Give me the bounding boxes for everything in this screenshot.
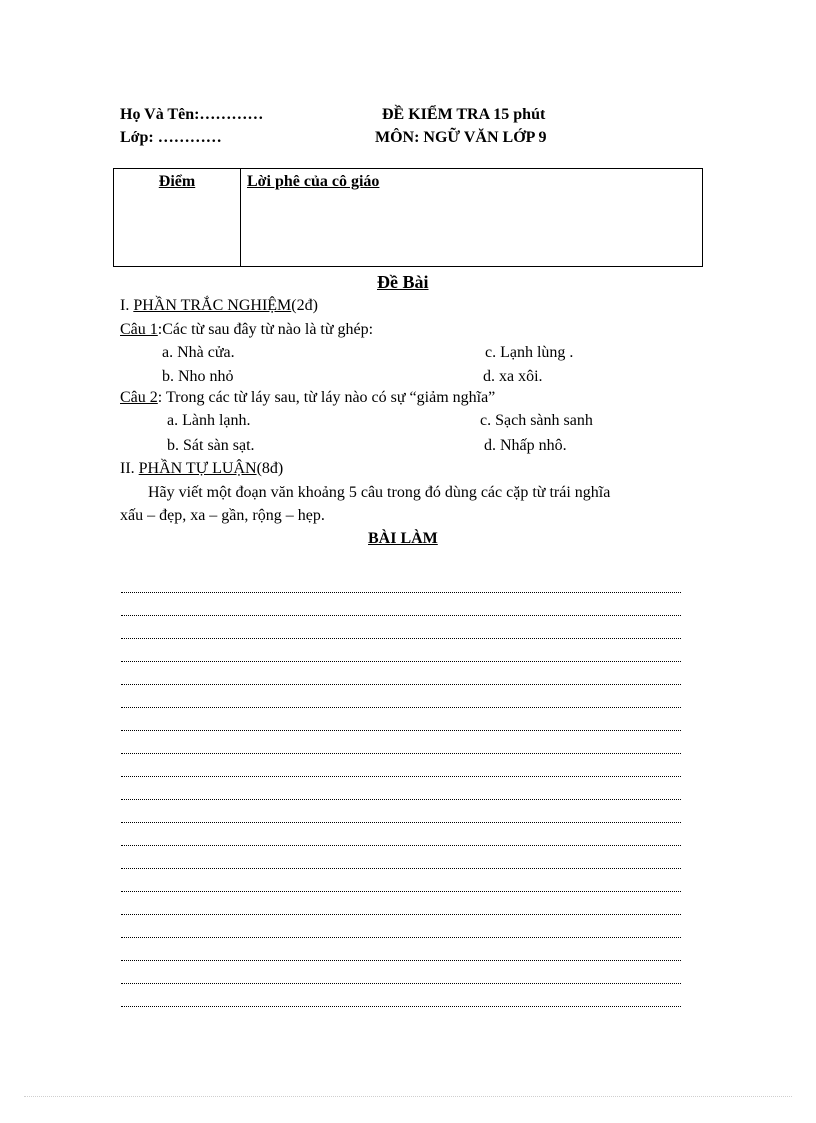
q1-option-b: b. Nho nhỏ — [162, 368, 234, 385]
exam-title: ĐỀ KIỂM TRA 15 phút — [382, 106, 546, 123]
answer-line — [121, 983, 681, 984]
answer-line — [121, 661, 681, 662]
question-2-text: : Trong các từ láy sau, từ láy nào có sự “giảm nghĩa” — [157, 389, 496, 406]
grade-table-divider — [240, 169, 241, 266]
answer-line — [121, 891, 681, 892]
q2-option-d: d. Nhấp nhô. — [484, 437, 567, 454]
part1-heading — [120, 297, 318, 315]
answer-line — [121, 799, 681, 800]
q1-option-c: c. Lạnh lùng . — [485, 344, 574, 361]
answer-line — [121, 960, 681, 961]
answer-line — [121, 845, 681, 846]
part2-heading — [120, 460, 283, 478]
question-1-label: Câu 1 — [120, 321, 158, 338]
part2-points: (8đ) — [256, 460, 284, 477]
answer-line — [121, 638, 681, 639]
name-field-label: Họ Và Tên:………… — [120, 106, 264, 123]
answer-line — [121, 615, 681, 616]
answer-line — [121, 914, 681, 915]
part1-title: PHẦN TRẮC NGHIỆM — [133, 297, 292, 314]
q2-option-a: a. Lành lạnh. — [167, 412, 251, 429]
answer-line — [121, 822, 681, 823]
essay-prompt-line-2: xấu – đẹp, xa – gần, rộng – hẹp. — [120, 507, 325, 524]
answer-line — [121, 937, 681, 938]
q2-option-c: c. Sạch sành sanh — [480, 412, 593, 429]
teacher-comment-header: Lời phê của cô giáo — [247, 173, 380, 190]
q1-option-a: a. Nhà cửa. — [162, 344, 235, 361]
answer-line — [121, 1006, 681, 1007]
class-field-label: Lớp: ………… — [120, 129, 222, 146]
exam-subject: MÔN: NGỮ VĂN LỚP 9 — [375, 129, 547, 146]
part2-title: PHẦN TỰ LUẬN — [138, 460, 257, 477]
question-2 — [120, 389, 495, 407]
question-2-label: Câu 2 — [120, 389, 158, 406]
part1-points: (2đ) — [291, 297, 318, 314]
page-footer-rule — [24, 1096, 792, 1097]
essay-prompt-line-1: Hãy viết một đoạn văn khoảng 5 câu trong đó dùng các cặp từ trái nghĩa — [148, 484, 611, 501]
part1-numeral: I. — [120, 297, 134, 314]
answer-line — [121, 707, 681, 708]
grade-table — [113, 168, 703, 267]
answer-line — [121, 592, 681, 593]
exam-section-title: Đề Bài — [377, 272, 429, 292]
q2-option-b: b. Sát sàn sạt. — [167, 437, 255, 454]
answer-section-title: BÀI LÀM — [368, 530, 438, 547]
q1-option-d: d. xa xôi. — [483, 368, 543, 385]
answer-line — [121, 730, 681, 731]
answer-line — [121, 753, 681, 754]
score-header: Điểm — [158, 173, 196, 190]
question-1-text: :Các từ sau đây từ nào là từ ghép: — [157, 321, 374, 338]
answer-line — [121, 868, 681, 869]
answer-line — [121, 776, 681, 777]
question-1 — [120, 321, 373, 339]
answer-line — [121, 684, 681, 685]
part2-numeral: II. — [120, 460, 139, 477]
